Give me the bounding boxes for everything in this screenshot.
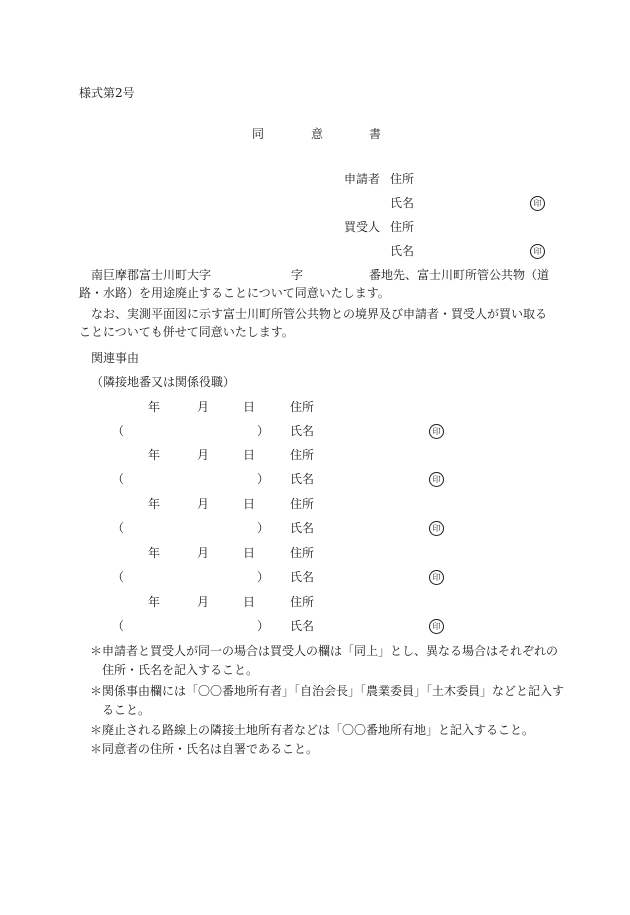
row2-close-paren: ） xyxy=(257,472,270,486)
row1-close-paren: ） xyxy=(257,424,270,438)
row1-name-label: 氏名 xyxy=(290,424,315,438)
applicant-seal-icon: 印 xyxy=(530,196,545,211)
row2-address-label: 住所 xyxy=(290,448,315,462)
note-adjacent-owner: ＊廃止される路線上の隣接土地所有者などは「〇〇番地所有地」と記入すること。 xyxy=(90,723,535,737)
row3-open-paren: （ xyxy=(112,521,125,535)
consent-paragraph xyxy=(79,266,551,302)
row4-month: 月 xyxy=(197,546,210,560)
row3-day: 日 xyxy=(243,497,256,511)
row3-seal-icon: 印 xyxy=(429,521,444,536)
row5-month: 月 xyxy=(197,595,210,609)
row4-year: 年 xyxy=(148,546,161,560)
related-heading: 関連事由 xyxy=(91,351,140,365)
form-number: 様式第2号 xyxy=(79,86,135,100)
related-subheading: （隣接地番又は関係役職） xyxy=(91,375,236,389)
row4-name-label: 氏名 xyxy=(290,570,315,584)
row2-month: 月 xyxy=(197,448,210,462)
row1-year: 年 xyxy=(148,400,161,414)
buyer-name-label: 氏名 xyxy=(390,244,415,258)
title-char-3: 書 xyxy=(369,127,382,141)
row5-address-label: 住所 xyxy=(290,595,315,609)
boundary-paragraph: なお、実測平面図に示す富士川町所管公共物との境界及び申請者・買受人が買い取ることについても併せて同意いたします。 xyxy=(79,307,548,339)
note-same-person: ＊申請者と買受人が同一の場合は買受人の欄は「同上」とし、異なる場合はそれぞれの住所・氏名を記入すること。 xyxy=(90,644,559,677)
buyer-seal-icon: 印 xyxy=(530,244,545,259)
note-related-reason: ＊関係事由欄には「〇〇番地所有者」「自治会長」「農業委員」「土木委員」などと記入すること。 xyxy=(90,684,565,717)
row2-year: 年 xyxy=(148,448,161,462)
row5-year: 年 xyxy=(148,595,161,609)
row1-seal-icon: 印 xyxy=(429,424,444,439)
row5-day: 日 xyxy=(243,595,256,609)
applicant-address-label: 住所 xyxy=(390,172,415,186)
row4-open-paren: （ xyxy=(112,570,125,584)
buyer-role-label: 買受人 xyxy=(344,220,381,234)
para1-aza: 字 xyxy=(291,268,304,282)
para1-village: 南巨摩郡富士川町大字 xyxy=(91,268,212,282)
title-char-2: 意 xyxy=(311,127,324,141)
row2-open-paren: （ xyxy=(112,472,125,486)
row1-address-label: 住所 xyxy=(290,400,315,414)
row3-month: 月 xyxy=(197,497,210,511)
applicant-role-label: 申請者 xyxy=(344,172,381,186)
row5-name-label: 氏名 xyxy=(290,619,315,633)
row3-year: 年 xyxy=(148,497,161,511)
title-char-1: 同 xyxy=(252,127,265,141)
row2-seal-icon: 印 xyxy=(429,472,444,487)
note-self-signature: ＊同意者の住所・氏名は自署であること。 xyxy=(90,742,319,756)
row4-address-label: 住所 xyxy=(290,546,315,560)
row1-day: 日 xyxy=(243,400,256,414)
row1-open-paren: （ xyxy=(112,424,125,438)
row2-name-label: 氏名 xyxy=(290,472,315,486)
buyer-address-label: 住所 xyxy=(390,220,415,234)
para1-rest: 番地先、富士川町所管公共物（道路・水路）を用途廃止することについて同意いたします。 xyxy=(79,268,550,300)
row5-close-paren: ） xyxy=(257,619,270,633)
row1-month: 月 xyxy=(197,400,210,414)
row4-close-paren: ） xyxy=(257,570,270,584)
row4-day: 日 xyxy=(243,546,256,560)
applicant-name-label: 氏名 xyxy=(390,196,415,210)
row5-seal-icon: 印 xyxy=(429,619,444,634)
row5-open-paren: （ xyxy=(112,619,125,633)
row3-name-label: 氏名 xyxy=(290,521,315,535)
row4-seal-icon: 印 xyxy=(429,570,444,585)
row3-close-paren: ） xyxy=(257,521,270,535)
row3-address-label: 住所 xyxy=(290,497,315,511)
row2-day: 日 xyxy=(243,448,256,462)
